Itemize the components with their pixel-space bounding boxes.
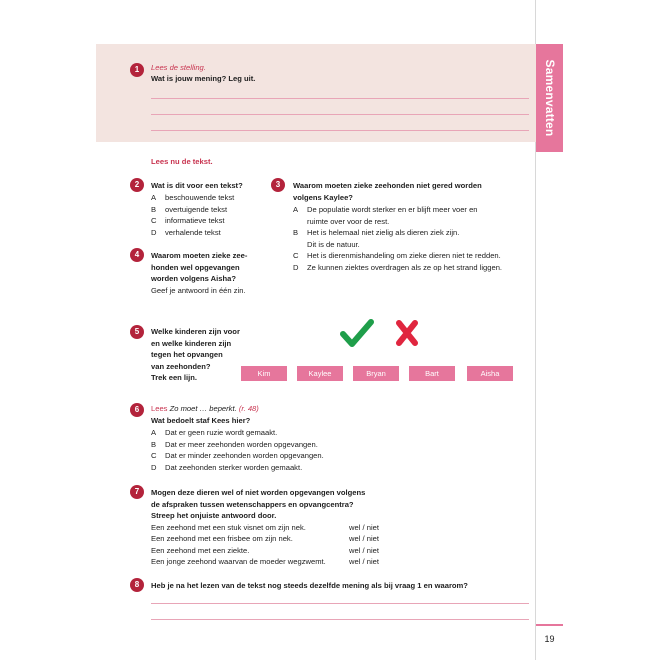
q4-question-line2: honden wel opgevangen bbox=[151, 262, 240, 272]
q8-question: Heb je na het lezen van de tekst nog steeds dezelfde mening als bij vraag 1 en waarom? bbox=[151, 581, 468, 590]
q2-option-a[interactable]: A beschouwende tekst bbox=[151, 193, 235, 202]
check-icon bbox=[340, 318, 374, 348]
q7-row-4-text: Een jonge zeehond waarvan de moeder wegzwemt. bbox=[151, 557, 326, 566]
q6-instruction: Lees Zo moet … beperkt. (r. 48) bbox=[151, 404, 259, 413]
q4-note: Geef je antwoord in één zin. bbox=[151, 286, 246, 295]
q6-option-d[interactable]: D Dat zeehonden sterker worden gemaakt. bbox=[151, 462, 303, 472]
cross-icon bbox=[394, 319, 420, 347]
q5-question-line5: Trek een lijn. bbox=[151, 373, 198, 382]
q5-question-line3: tegen het opvangen bbox=[151, 350, 223, 359]
q7-row-3-choice[interactable]: wel / niet bbox=[349, 545, 379, 555]
q6-question: Wat bedoelt staf Kees hier? bbox=[151, 416, 251, 425]
q3-option-a[interactable]: A De populatie wordt sterker en er blijft meer voer en bbox=[293, 205, 478, 214]
q7-row-2-choice[interactable]: wel / niet bbox=[349, 534, 379, 543]
answer-line[interactable] bbox=[151, 130, 529, 131]
page-number: 19 bbox=[544, 634, 555, 644]
question-number-5: 5 bbox=[130, 325, 144, 339]
answer-line[interactable] bbox=[151, 603, 529, 604]
answer-line[interactable] bbox=[151, 98, 529, 99]
q3-question-line2: volgens Kaylee? bbox=[293, 193, 353, 202]
question-number-1: 1 bbox=[130, 63, 144, 77]
q7-question-line3: Streep het onjuiste antwoord door. bbox=[151, 511, 277, 520]
q6-option-c[interactable]: C Dat er minder zeehonden worden opgevangen. bbox=[151, 451, 324, 460]
q3-option-b-cont: Dit is de natuur. bbox=[307, 239, 360, 249]
q1-question: Wat is jouw mening? Leg uit. bbox=[151, 74, 256, 83]
q3-option-b[interactable]: B Het is helemaal niet zielig als dieren ziek zijn. bbox=[293, 228, 460, 237]
q3-option-a-cont: ruimte over voor de rest. bbox=[307, 216, 390, 226]
q2-option-d[interactable]: D verhalende tekst bbox=[151, 227, 221, 237]
q7-row-1-choice[interactable]: wel / niet bbox=[349, 522, 379, 532]
q4-question-line1: Waarom moeten zieke zee- bbox=[151, 251, 248, 260]
q3-option-c[interactable]: C Het is dierenmishandeling om zieke dieren niet te redden. bbox=[293, 251, 501, 260]
side-tab bbox=[536, 44, 563, 152]
q6-option-a[interactable]: A Dat er geen ruzie wordt gemaakt. bbox=[151, 428, 278, 437]
read-text-instruction: Lees nu de tekst. bbox=[151, 157, 213, 166]
question-number-4: 4 bbox=[130, 248, 144, 262]
q2-option-c[interactable]: C informatieve tekst bbox=[151, 216, 225, 225]
q7-question-line2: de afspraken tussen wetenschappers en opvangcentra? bbox=[151, 499, 354, 509]
name-box-kim[interactable]: Kim bbox=[241, 366, 287, 381]
question-number-7: 7 bbox=[130, 485, 144, 499]
question-number-6: 6 bbox=[130, 403, 144, 417]
q4-question-line3: worden volgens Aisha? bbox=[151, 274, 236, 283]
q7-row-4-choice[interactable]: wel / niet bbox=[349, 557, 379, 566]
q3-question-line1: Waarom moeten zieke zeehonden niet gered worden bbox=[293, 181, 482, 190]
name-box-bart[interactable]: Bart bbox=[409, 366, 455, 381]
q7-row-1-text: Een zeehond met een stuk visnet om zijn nek. bbox=[151, 522, 306, 532]
footer-accent bbox=[536, 624, 563, 626]
name-box-kaylee[interactable]: Kaylee bbox=[297, 366, 343, 381]
side-tab-label: Samenvatten bbox=[542, 59, 557, 137]
question-number-8: 8 bbox=[130, 578, 144, 592]
q7-row-2-text: Een zeehond met een frisbee om zijn nek. bbox=[151, 534, 293, 543]
q2-option-b[interactable]: B overtuigende tekst bbox=[151, 204, 228, 214]
q3-option-d[interactable]: D Ze kunnen ziektes overdragen als ze op het strand liggen. bbox=[293, 262, 503, 272]
q6-option-b[interactable]: B Dat er meer zeehonden worden opgevangen. bbox=[151, 439, 318, 449]
q7-question-line1: Mogen deze dieren wel of niet worden opgevangen volgens bbox=[151, 488, 366, 497]
answer-line[interactable] bbox=[151, 619, 529, 620]
q5-question-line1: Welke kinderen zijn voor bbox=[151, 327, 240, 336]
q2-question: Wat is dit voor een tekst? bbox=[151, 181, 243, 190]
q7-row-3-text: Een zeehond met een ziekte. bbox=[151, 545, 250, 555]
question-number-3: 3 bbox=[271, 178, 285, 192]
intro-box bbox=[96, 44, 536, 142]
q1-instruction: Lees de stelling. bbox=[151, 63, 206, 72]
q5-question-line4: van zeehonden? bbox=[151, 361, 211, 371]
q5-question-line2: en welke kinderen zijn bbox=[151, 338, 232, 348]
answer-line[interactable] bbox=[151, 114, 529, 115]
name-box-aisha[interactable]: Aisha bbox=[467, 366, 513, 381]
question-number-2: 2 bbox=[130, 178, 144, 192]
name-box-bryan[interactable]: Bryan bbox=[353, 366, 399, 381]
